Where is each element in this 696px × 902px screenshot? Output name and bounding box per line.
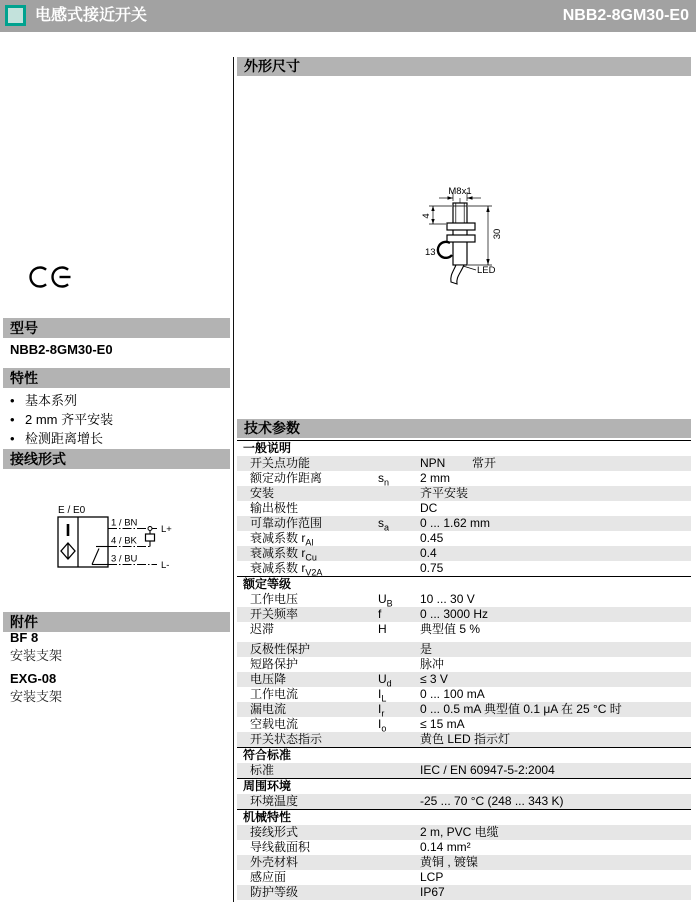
accessory-desc: 安装支架 <box>10 648 63 663</box>
dim-length-label: 30 <box>492 228 503 240</box>
row-label: 反极性保护 <box>250 642 311 656</box>
row-label: 短路保护 <box>250 657 299 671</box>
column-divider <box>233 57 234 902</box>
row-label: 电压降 <box>250 672 287 686</box>
accessory-model: BF 8 <box>10 630 39 645</box>
row-label: 导线截面积 <box>250 840 311 854</box>
row-label: 防护等级 <box>250 885 299 899</box>
led-label: LED <box>477 265 496 276</box>
row-label: 安装 <box>250 486 275 500</box>
row-label: 环境温度 <box>250 794 299 808</box>
row-value: 0.14 mm² <box>420 840 471 854</box>
row-value: DC <box>420 501 438 515</box>
row-symbol: $s_n$ <box>378 471 390 488</box>
accessory-model: EXG-08 <box>10 671 57 686</box>
wrench-size-label: 13 <box>425 247 436 258</box>
row-label: 迟滞 <box>250 622 275 636</box>
dim-face-label: 4 <box>421 213 432 219</box>
bullet-icon: • <box>10 393 15 408</box>
row-symbol <box>378 855 420 870</box>
row-value: IP67 <box>420 885 445 899</box>
tech-row <box>237 642 691 657</box>
row-value: 0 ... 0.5 mA 典型值 0.1 μA 在 25 °C 时 <box>420 702 622 716</box>
row-symbol <box>378 642 420 657</box>
section-connection-bar: 接线形式 <box>3 449 230 469</box>
inductive-diamond-symbol <box>61 543 75 559</box>
row-label: 额定动作距离 <box>250 471 323 485</box>
section-model-bar: 型号 <box>3 318 230 338</box>
terminal-lminus-label: L- <box>161 560 170 571</box>
cable <box>451 265 464 284</box>
row-value: ≤ 3 V <box>420 672 448 686</box>
row-symbol: f <box>378 607 382 621</box>
tech-section-header: 符合标准 <box>237 747 691 763</box>
wrench-icon <box>438 242 452 258</box>
brand-square-icon <box>5 5 26 26</box>
dimension-drawing <box>400 168 540 318</box>
row-value: 0 ... 100 mA <box>420 687 485 701</box>
row-symbol <box>378 840 420 855</box>
row-value: -25 ... 70 °C (248 ... 343 K) <box>420 794 564 808</box>
model-number: NBB2-8GM30-E0 <box>10 342 113 357</box>
tech-row <box>237 471 691 486</box>
row-symbol <box>378 456 420 471</box>
section-features-bar: 特性 <box>3 368 230 388</box>
row-symbol: $I_r$ <box>378 702 385 719</box>
row-symbol <box>378 561 420 576</box>
row-label: 接线形式 <box>250 825 299 839</box>
page-header <box>0 0 696 32</box>
row-symbol: $s_a$ <box>378 516 390 533</box>
terminal-lplus-label: L+ <box>161 524 172 535</box>
tech-row <box>237 732 691 747</box>
terminal-node <box>148 527 152 531</box>
switch-contact-symbol <box>92 547 108 565</box>
row-symbol <box>378 546 420 561</box>
wire-label-bk: 4 / BK <box>111 535 137 547</box>
row-value: 是 <box>420 642 433 656</box>
tech-row <box>237 763 691 778</box>
row-value: 典型值 5 % <box>420 622 481 636</box>
bullet-icon: • <box>10 431 15 446</box>
row-symbol <box>378 531 420 546</box>
bullet-icon: • <box>10 412 15 427</box>
row-label: 衰减系数 $r_{Al}$ <box>250 531 314 548</box>
row-value: 0 ... 3000 Hz <box>420 607 489 621</box>
section-tech-bar: 技术参数 <box>237 419 691 438</box>
row-value: 0.4 <box>420 546 437 560</box>
row-symbol <box>378 794 420 809</box>
row-value: 黄色 LED 指示灯 <box>420 732 511 746</box>
tech-row <box>237 870 691 885</box>
row-symbol <box>378 486 420 501</box>
row-symbol <box>378 501 420 516</box>
tech-row <box>237 855 691 870</box>
row-label: 可靠动作范围 <box>250 516 323 530</box>
row-label: 工作电压 <box>250 592 299 606</box>
accessory-desc: 安装支架 <box>10 689 63 704</box>
row-value: 齐平安装 <box>420 486 469 500</box>
row-value: 2 m, PVC 电缆 <box>420 825 499 839</box>
tech-row <box>237 531 691 546</box>
row-symbol: H <box>378 622 387 636</box>
row-label: 开关点功能 <box>250 456 311 470</box>
tech-row <box>237 607 691 622</box>
row-symbol: $I_L$ <box>378 687 387 704</box>
row-symbol: $U_d$ <box>378 672 392 689</box>
row-label: 开关频率 <box>250 607 299 621</box>
row-value: 10 ... 30 V <box>420 592 475 606</box>
tech-row <box>237 885 691 900</box>
hex-nut-1 <box>447 223 475 230</box>
row-label: 空载电流 <box>250 717 299 731</box>
page-title: 电感式接近开关 <box>35 7 148 24</box>
tech-row <box>237 622 691 637</box>
tech-parameters <box>237 419 691 900</box>
row-value: 0.45 <box>420 531 444 545</box>
row-label: 标准 <box>250 763 275 777</box>
tech-section-header: 机械特性 <box>237 809 691 825</box>
sensor-body <box>453 203 467 265</box>
tech-row <box>237 456 691 471</box>
row-label: 输出极性 <box>250 501 299 515</box>
row-value: 0.75 <box>420 561 444 575</box>
row-label: 工作电流 <box>250 687 299 701</box>
row-label: 漏电流 <box>250 702 287 716</box>
row-label: 感应面 <box>250 870 287 884</box>
features-list <box>10 391 113 448</box>
tech-section-header: 额定等级 <box>237 576 691 592</box>
feature-item: • 检测距离增长 <box>10 431 104 446</box>
tech-row <box>237 546 691 561</box>
wire-label-bn: 1 / BN <box>111 517 138 529</box>
row-label: 开关状态指示 <box>250 732 323 746</box>
row-value: LCP <box>420 870 444 884</box>
tech-row <box>237 486 691 501</box>
tech-row <box>237 657 691 672</box>
load-resistor-symbol <box>146 534 155 541</box>
row-symbol <box>378 763 420 778</box>
section-accessories-bar: 附件 <box>3 612 230 632</box>
tech-row <box>237 794 691 809</box>
row-symbol <box>378 657 420 672</box>
row-label: 衰减系数 $r_{V2A}$ <box>250 561 323 578</box>
tech-row <box>237 501 691 516</box>
row-value: 2 mm <box>420 471 450 485</box>
row-symbol: $U_B$ <box>378 592 393 609</box>
tech-table <box>237 440 691 900</box>
accessories-list <box>10 629 62 711</box>
row-symbol <box>378 885 420 900</box>
feature-item: • 2 mm 齐平安装 <box>10 412 114 427</box>
section-dimensions-bar: 外形尺寸 <box>237 57 691 76</box>
wire-label-bu: 3 / BU <box>111 553 138 565</box>
wiring-diagram <box>50 493 190 585</box>
tech-row <box>237 717 691 732</box>
tech-section-header: 周围环境 <box>237 778 691 794</box>
tech-row <box>237 687 691 702</box>
tech-section-header: 一般说明 <box>237 440 691 456</box>
row-symbol <box>378 825 420 840</box>
tech-row <box>237 702 691 717</box>
header-model-number: NBB2-8GM30-E0 <box>562 7 689 24</box>
row-value: ≤ 15 mA <box>420 717 465 731</box>
row-value: IEC / EN 60947-5-2:2004 <box>420 763 555 777</box>
row-symbol: $I_o$ <box>378 717 387 734</box>
row-symbol <box>378 870 420 885</box>
ce-mark-logo <box>29 266 75 288</box>
hex-nut-2 <box>447 235 475 242</box>
row-value: NPN 常开 <box>420 456 497 470</box>
wiring-type-label: E / E0 <box>58 505 86 516</box>
tech-row <box>237 825 691 840</box>
tech-row <box>237 516 691 531</box>
tech-row <box>237 672 691 687</box>
row-label: 外壳材料 <box>250 855 299 869</box>
thread-size-label: M8x1 <box>448 186 472 197</box>
row-label: 衰减系数 $r_{Cu}$ <box>250 546 317 563</box>
tech-row <box>237 840 691 855</box>
tech-row <box>237 561 691 576</box>
feature-item: • 基本系列 <box>10 393 78 408</box>
row-value: 0 ... 1.62 mm <box>420 516 491 530</box>
row-value: 黄铜 , 镀镍 <box>420 855 479 869</box>
row-symbol <box>378 732 420 747</box>
row-value: 脉冲 <box>420 657 445 671</box>
tech-row <box>237 592 691 607</box>
